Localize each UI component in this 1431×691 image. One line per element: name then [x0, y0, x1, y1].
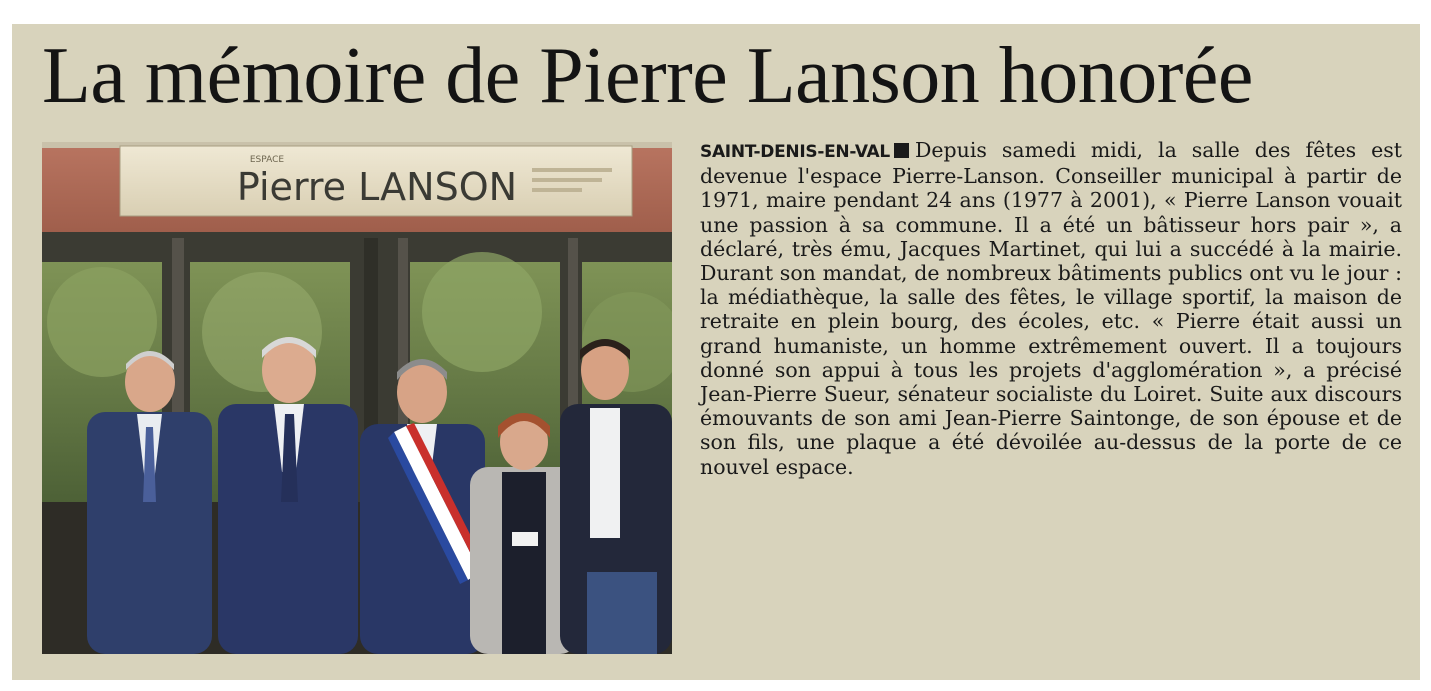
- plaque-name-text: Pierre LANSON: [236, 165, 518, 209]
- headline: La mémoire de Pierre Lanson honorée: [42, 32, 1253, 120]
- article-panel: [12, 24, 1420, 680]
- article-photo: [42, 142, 672, 654]
- plaque-small-text: ESPACE: [249, 155, 285, 165]
- dateline: SAINT-DENIS-EN-VAL: [700, 142, 890, 162]
- article-body: Depuis samedi midi, la salle des fêtes est devenue l'espace Pierre-Lanson. Conseiller municipal à partir de 1971, maire pendant 24 ans (1977 à 2001), « Pierre Lanson vouait une passion à sa commune. Il a été un bâtisseur hors pair », a déclaré, très ému, Jacques Martinet, qui lui a succédé à la mairie. Durant son mandat, de nombreux bâtiments publics ont vu le jour : la médiathèque, la salle des fêtes, le village sportif, la maison de retraite en plein bourg, des écoles, etc. « Pierre était aussi un grand humaniste, un homme extrêmement ouvert. Il a toujours donné son appui à tous les projets d'agglomération », a précisé Jean-Pierre Sueur, sénateur socialiste du Loiret. Suite aux discours émouvants de son ami Jean-Pierre Saintonge, de son épouse et de son fils, une plaque a été dévoilée au-dessus de la porte de ce nouvel espace.: [700, 138, 1402, 479]
- dateline-separator: [894, 143, 909, 158]
- article-text: [700, 138, 1402, 479]
